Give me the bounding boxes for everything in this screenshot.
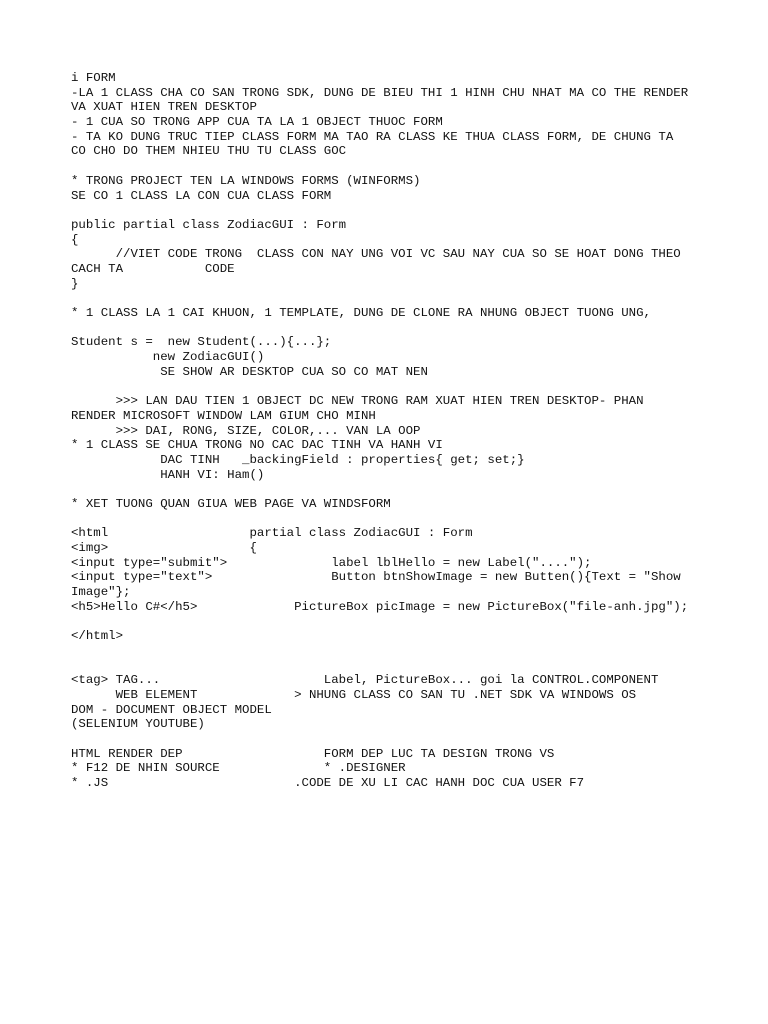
text-line: * .JS .CODE DE XU LI CAC HANH DOC CUA USER F7 [71, 776, 585, 790]
text-line [71, 512, 751, 527]
code-line: <img> { [71, 541, 257, 555]
text-line: <tag> TAG... Label, PictureBox... goi la CONTROL.COMPONENT [71, 673, 659, 688]
text-line: -LA 1 CLASS CHA CO SAN TRONG SDK, DUNG DE BIEU THI 1 HINH CHU NHAT MA CO THE RENDER [71, 85, 689, 100]
code-line: } [71, 276, 79, 291]
text-line: - TA KO DUNG TRUC TIEP CLASS FORM MA TAO RA CLASS KE THUA CLASS FORM, DE CHUNG TA [71, 129, 674, 144]
text-line: >>> LAN DAU TIEN 1 OBJECT DC NEW TRONG RAM XUAT HIEN TREN DESKTOP- PHAN [71, 394, 644, 409]
text-line: * TRONG PROJECT TEN LA WINDOWS FORMS (WINFORMS) [71, 173, 421, 188]
text-line: i FORM [71, 71, 116, 85]
text-line: SE SHOW AR DESKTOP CUA SO CO MAT NEN [71, 364, 428, 379]
code-line: public partial class ZodiacGUI : Form [71, 217, 347, 232]
text-line: CO CHO DO THEM NHIEU THU TU CLASS GOC [71, 144, 347, 159]
text-line: DAC TINH _backingField : properties{ get; set;} [71, 452, 525, 467]
text-line: * F12 DE NHIN SOURCE * .DESIGNER [71, 761, 406, 776]
text-line: >>> DAI, RONG, SIZE, COLOR,... VAN LA OOP [71, 423, 421, 438]
code-line: Student s = new Student(...){...}; [71, 335, 332, 350]
code-line: CACH TA CODE [71, 261, 235, 276]
code-line: new ZodiacGUI() [71, 350, 265, 365]
document-page [71, 71, 751, 791]
text-line [71, 291, 751, 306]
text-line [71, 644, 751, 659]
text-line [71, 159, 751, 174]
code-line: { [71, 232, 79, 247]
code-line: <html partial class ZodiacGUI : Form [71, 526, 473, 541]
code-line: <h5>Hello C#</h5> PictureBox picImage = new PictureBox("file-anh.jpg"); [71, 599, 689, 614]
text-line [71, 321, 751, 336]
text-line [71, 482, 751, 497]
text-line [71, 659, 751, 674]
text-line: * XET TUONG QUAN GIUA WEB PAGE VA WINDSFORM [71, 496, 391, 511]
text-line: * 1 CLASS SE CHUA TRONG NO CAC DAC TINH VA HANH VI [71, 438, 443, 453]
text-line: (SELENIUM YOUTUBE) [71, 717, 205, 732]
text-line: DOM - DOCUMENT OBJECT MODEL [71, 702, 272, 717]
text-line [71, 203, 751, 218]
text-line: RENDER MICROSOFT WINDOW LAM GIUM CHO MINH [71, 408, 376, 423]
text-line: SE CO 1 CLASS LA CON CUA CLASS FORM [71, 188, 332, 203]
text-line [71, 732, 751, 747]
code-line: </html> [71, 629, 124, 644]
code-line: <input type="submit"> label lblHello = new Label("...."); [71, 555, 592, 570]
text-line: * 1 CLASS LA 1 CAI KHUON, 1 TEMPLATE, DUNG DE CLONE RA NHUNG OBJECT TUONG UNG, [71, 306, 651, 320]
code-line: Image"}; [71, 585, 131, 600]
text-line: HTML RENDER DEP FORM DEP LUC TA DESIGN TRONG VS [71, 746, 555, 761]
text-line: VA XUAT HIEN TREN DESKTOP [71, 100, 257, 115]
text-line: - 1 CUA SO TRONG APP CUA TA LA 1 OBJECT THUOC FORM [71, 115, 443, 130]
text-line: HANH VI: Ham() [71, 467, 265, 482]
text-line [71, 379, 751, 394]
code-line: //VIET CODE TRONG CLASS CON NAY UNG VOI VC SAU NAY CUA SO SE HOAT DONG THEO [71, 247, 681, 262]
text-line [71, 614, 751, 629]
code-line: <input type="text"> Button btnShowImage = new Butten(){Text = "Show [71, 570, 681, 585]
text-line: WEB ELEMENT > NHUNG CLASS CO SAN TU .NET SDK VA WINDOWS OS [71, 687, 637, 702]
